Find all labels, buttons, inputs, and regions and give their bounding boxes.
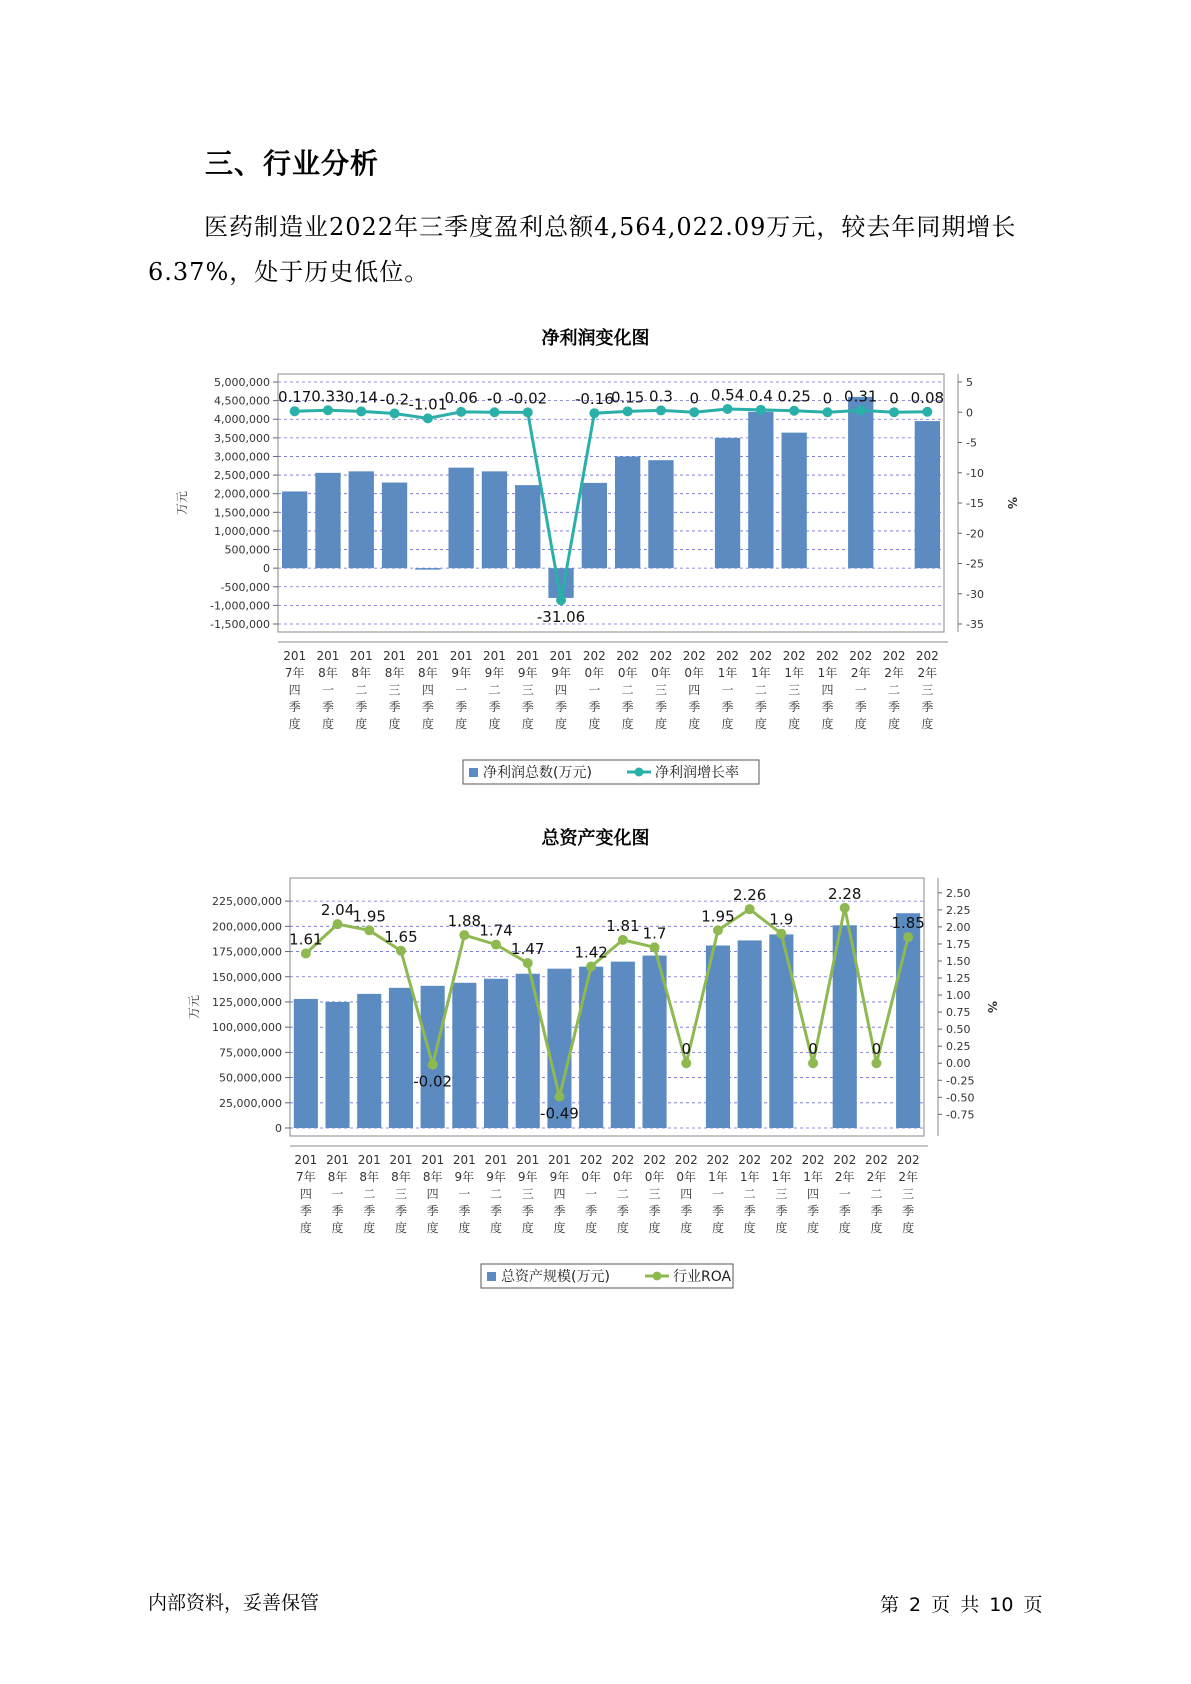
line-point (808, 1058, 818, 1068)
data-label: 2.26 (732, 886, 767, 905)
data-label: -0.49 (540, 1104, 579, 1123)
bar (315, 473, 340, 568)
data-label: 1.95 (701, 907, 735, 926)
x-tick-label: 202 2年一季度 (849, 649, 873, 731)
line-point (301, 948, 311, 958)
line-point (390, 408, 400, 418)
data-label: 0.33 (311, 387, 345, 406)
data-label: 1.42 (574, 943, 608, 962)
y-tick-label: 0 (275, 1122, 282, 1135)
line-point (922, 407, 932, 417)
y-tick-label: 25,000,000 (219, 1096, 282, 1110)
y-tick-label: 150,000,000 (212, 970, 282, 984)
bar (706, 945, 730, 1128)
y2-tick-label: 2.50 (946, 886, 971, 900)
x-tick-label: 202 0年四季度 (674, 1153, 698, 1235)
bar (421, 986, 445, 1128)
data-label: 0.15 (610, 388, 645, 407)
y2-tick-label: 0.50 (946, 1023, 971, 1037)
line-point (822, 407, 832, 417)
x-tick-label: 202 1年一季度 (706, 1153, 730, 1235)
bar (389, 988, 413, 1128)
line-point (618, 935, 628, 945)
x-tick-label: 201 8年二季度 (357, 1153, 381, 1235)
x-tick-label: 202 2年二季度 (864, 1153, 888, 1235)
data-label: 0.25 (777, 387, 811, 406)
y2-tick-label: 1.00 (946, 989, 971, 1003)
y2-tick-label: -0.25 (946, 1074, 975, 1088)
line-point (356, 406, 366, 416)
bar (748, 412, 773, 568)
legend-bar-swatch (469, 768, 478, 777)
y-tick-label: 100,000,000 (212, 1021, 282, 1035)
data-label: -0.16 (574, 390, 614, 409)
x-tick-label: 201 8年一季度 (326, 1153, 350, 1235)
line-point (713, 925, 723, 935)
x-tick-label: 202 1年二季度 (738, 1153, 762, 1235)
line-point (333, 919, 343, 929)
x-tick-label: 202 0年一季度 (579, 1153, 603, 1235)
data-label: 0 (689, 389, 700, 408)
line-point (776, 929, 786, 939)
y2-axis-label: % (1005, 496, 1019, 510)
legend-line-marker (635, 768, 644, 777)
y-tick-label: 50,000,000 (219, 1071, 282, 1085)
x-tick-label: 202 0年三季度 (649, 649, 673, 731)
data-label: -0.2 (379, 390, 410, 409)
y2-tick-label: 2.00 (946, 920, 971, 934)
y-tick-label: 1,000,000 (214, 524, 270, 538)
data-label: -1.01 (408, 395, 448, 414)
data-label: 0.17 (277, 388, 312, 407)
line-point (745, 904, 755, 914)
bar (715, 438, 740, 568)
x-tick-label: 201 8年三季度 (389, 1153, 413, 1235)
line-point (523, 958, 533, 968)
data-label: 1.85 (891, 914, 925, 933)
data-label: 1.9 (769, 910, 794, 929)
y-tick-label: 4,500,000 (214, 394, 270, 408)
footer-confidential: 内部资料，妥善保管 (148, 1592, 320, 1614)
bar (326, 1002, 350, 1128)
y2-tick-label: -10 (966, 466, 984, 480)
x-tick-label: 201 8年四季度 (416, 649, 440, 731)
line-point (364, 925, 374, 935)
y2-tick-label: -0.50 (946, 1091, 975, 1105)
data-label: 1.61 (289, 930, 323, 949)
bar (484, 979, 508, 1128)
y2-axis-label: % (985, 1000, 999, 1014)
x-tick-label: 201 9年三季度 (516, 1153, 540, 1235)
x-tick-label: 201 9年二季度 (484, 1153, 508, 1235)
bar (515, 485, 540, 568)
line-point (491, 940, 501, 950)
y-tick-label: 75,000,000 (219, 1046, 282, 1060)
data-label: 2.28 (828, 884, 862, 903)
data-label: 0.4 (748, 386, 773, 405)
line-point (871, 1058, 881, 1068)
y2-tick-label: 0 (966, 406, 973, 420)
y2-tick-label: -0.75 (946, 1108, 975, 1122)
y2-tick-label: 1.75 (946, 937, 971, 951)
data-label: 1.95 (352, 907, 386, 926)
x-tick-label: 202 1年二季度 (749, 649, 773, 731)
data-label: 1.81 (606, 916, 640, 935)
line-point (456, 407, 466, 417)
x-tick-label: 202 2年二季度 (882, 649, 906, 731)
y2-tick-label: 2.25 (946, 903, 971, 917)
data-label: -0.02 (508, 389, 548, 408)
data-label: 2.04 (320, 901, 355, 920)
line-point (903, 932, 913, 942)
line-point (396, 946, 406, 956)
line-point (856, 405, 866, 415)
data-label: 0 (871, 1040, 882, 1059)
x-tick-label: 201 8年一季度 (316, 649, 340, 731)
y-axis-label: 万元 (175, 490, 189, 516)
line-point (423, 413, 433, 423)
line-point (290, 406, 300, 416)
x-tick-label: 202 0年四季度 (682, 649, 706, 731)
y-tick-label: 225,000,000 (212, 895, 282, 909)
bar (848, 397, 873, 568)
data-label: 0 (681, 1040, 692, 1059)
y-tick-label: 125,000,000 (212, 995, 282, 1009)
bar (448, 468, 473, 569)
x-tick-label: 201 8年二季度 (349, 649, 373, 731)
y-tick-label: 500,000 (224, 543, 270, 557)
data-label: 1.65 (384, 927, 418, 946)
x-tick-label: 202 0年一季度 (582, 649, 606, 731)
bar (915, 421, 940, 568)
x-tick-label: 202 1年三季度 (782, 649, 806, 731)
summary-paragraph: 医药制造业2022年三季度盈利总额4,564,022.09万元，较去年同期增长6.37%，处于历史低位。 (148, 213, 1017, 286)
total-assets-chart (0, 852, 1191, 1292)
y2-tick-label: 0.75 (946, 1006, 971, 1020)
line-point (723, 404, 733, 414)
y2-tick-label: -5 (966, 436, 977, 450)
y2-tick-label: -35 (966, 618, 984, 631)
data-label: 1.47 (511, 940, 545, 959)
legend-line-marker (653, 1272, 662, 1281)
x-tick-label: 201 7年四季度 (294, 1153, 318, 1235)
line-point (656, 405, 666, 415)
chart1-title: 净利润变化图 (541, 328, 650, 349)
bar (357, 994, 381, 1128)
legend-bar-swatch (487, 1272, 496, 1281)
x-tick-label: 201 9年一季度 (452, 1153, 476, 1235)
data-label: 0.08 (910, 388, 945, 407)
y-tick-label: 2,000,000 (214, 487, 270, 501)
legend-bar-label: 净利润总数(万元) (483, 765, 592, 781)
data-label: 1.7 (642, 924, 667, 943)
line-point (554, 1092, 564, 1102)
data-label: 0 (889, 389, 899, 408)
line-point (523, 407, 533, 417)
y-tick-label: 1,500,000 (214, 506, 270, 520)
legend-bar-label: 总资产规模(万元) (501, 1269, 610, 1285)
line-point (689, 407, 699, 417)
x-tick-label: 202 2年一季度 (833, 1153, 857, 1235)
bar (615, 456, 640, 568)
legend-line-label: 净利润增长率 (655, 765, 739, 781)
data-label: 0.31 (844, 387, 878, 406)
line-point (556, 595, 566, 605)
data-label: 0.54 (710, 385, 745, 404)
bar (582, 483, 607, 568)
data-label: 1.88 (447, 912, 482, 931)
bar (738, 940, 762, 1128)
y-tick-label: -500,000 (220, 580, 270, 594)
bar (382, 483, 407, 569)
x-tick-label: 202 0年二季度 (616, 649, 640, 731)
y2-tick-label: 0.25 (946, 1040, 971, 1054)
x-tick-label: 201 7年四季度 (283, 649, 307, 731)
y-tick-label: -1,500,000 (210, 618, 270, 631)
line-point (840, 903, 850, 913)
net-profit-chart (0, 352, 1191, 792)
bar (294, 999, 318, 1128)
y2-tick-label: -20 (966, 527, 984, 541)
y2-tick-label: 0.00 (946, 1057, 971, 1071)
y2-tick-label: 1.25 (946, 972, 971, 986)
x-tick-label: 202 0年二季度 (611, 1153, 635, 1235)
legend-line-label: 行业ROA (673, 1269, 732, 1285)
bar (579, 967, 603, 1128)
bar (415, 568, 440, 570)
y-tick-label: 3,000,000 (214, 450, 270, 464)
data-label: 1.74 (479, 921, 513, 940)
data-label: 0 (808, 1040, 818, 1059)
data-label: 0.14 (344, 388, 378, 407)
line-point (756, 405, 766, 415)
y-tick-label: 175,000,000 (212, 945, 282, 959)
line-point (428, 1060, 438, 1070)
bar (349, 471, 374, 568)
bar (282, 491, 307, 568)
x-tick-label: 202 1年三季度 (769, 1153, 793, 1235)
chart2-title: 总资产变化图 (541, 828, 650, 849)
x-tick-label: 201 9年三季度 (516, 649, 540, 731)
line-point (650, 942, 660, 952)
x-tick-label: 201 9年四季度 (549, 649, 573, 731)
y-tick-label: 200,000,000 (212, 920, 282, 934)
bar (611, 962, 635, 1128)
line-point (323, 405, 333, 415)
x-tick-label: 201 8年三季度 (383, 649, 407, 731)
line-point (489, 407, 499, 417)
line-point (586, 961, 596, 971)
data-label: 0 (822, 389, 833, 408)
line-point (889, 407, 899, 417)
bar (896, 913, 920, 1128)
x-tick-label: 202 2年三季度 (915, 649, 939, 731)
y2-tick-label: 5 (966, 376, 973, 389)
x-tick-label: 202 2年三季度 (896, 1153, 920, 1235)
y-tick-label: 0 (263, 562, 270, 576)
line-point (789, 406, 799, 416)
y2-tick-label: -30 (966, 587, 984, 601)
x-tick-label: 201 9年二季度 (482, 649, 506, 731)
y2-tick-label: 1.50 (946, 954, 971, 968)
data-label: 0.3 (649, 387, 673, 406)
y2-tick-label: -25 (966, 557, 984, 571)
x-tick-label: 201 8年四季度 (421, 1153, 445, 1235)
x-tick-label: 202 1年四季度 (801, 1153, 825, 1235)
line-point (623, 406, 633, 416)
y-tick-label: 5,000,000 (214, 376, 270, 389)
x-tick-label: 202 0年三季度 (643, 1153, 667, 1235)
line-point (459, 930, 469, 940)
x-tick-label: 201 9年四季度 (547, 1153, 571, 1235)
x-tick-label: 202 1年一季度 (716, 649, 740, 731)
y-tick-label: 2,500,000 (214, 469, 270, 483)
footer-page-number: 第 2 页 共 10 页 (880, 1594, 1043, 1616)
data-label: 0.06 (444, 388, 478, 407)
y-axis-label: 万元 (187, 994, 201, 1020)
x-tick-label: 201 9年一季度 (449, 649, 473, 731)
data-label: -0.02 (413, 1072, 453, 1091)
data-label: -31.06 (536, 608, 586, 627)
x-tick-label: 202 1年四季度 (815, 649, 839, 731)
line-point (589, 408, 599, 418)
bar (781, 433, 806, 569)
bar (482, 471, 507, 568)
section-heading: 三、行业分析 (205, 147, 380, 180)
y-tick-label: -1,000,000 (210, 599, 270, 613)
data-label: -0 (486, 389, 502, 408)
bar (452, 983, 476, 1128)
line-point (681, 1058, 691, 1068)
y-tick-label: 4,000,000 (214, 413, 270, 427)
bar (648, 460, 673, 568)
y2-tick-label: -15 (966, 497, 984, 510)
y-tick-label: 3,500,000 (214, 431, 270, 445)
